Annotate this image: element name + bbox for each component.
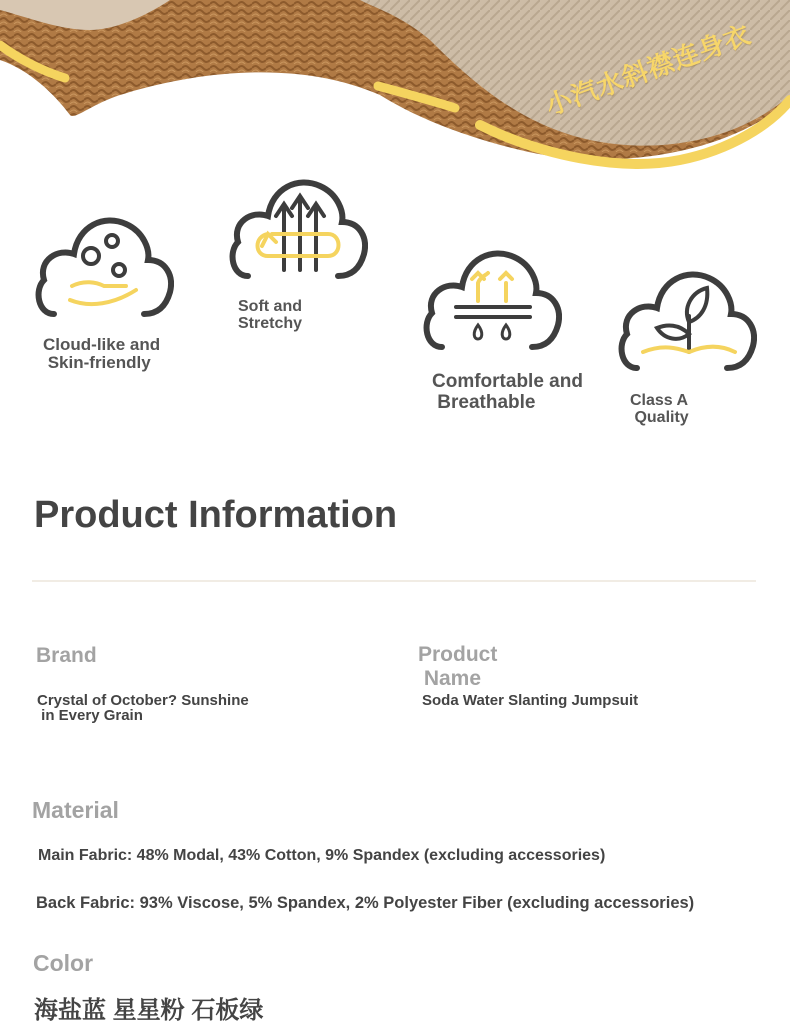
- feature-label-stretchy: Soft and Stretchy: [238, 298, 303, 332]
- material-label: Material: [32, 797, 119, 823]
- material-back-fabric: Back Fabric: 93% Viscose, 5% Spandex, 2% Polyester Fiber (excluding accessories): [36, 894, 695, 912]
- section-title: Product Information: [34, 494, 398, 536]
- cloud-sprout-icon: [617, 264, 757, 374]
- cloud-arrows-icon: [228, 172, 368, 282]
- brand-label: Brand: [36, 644, 97, 667]
- cloud-breathable-icon: [422, 243, 562, 353]
- color-label: Color: [33, 950, 94, 976]
- feature-label-breathable: Comfortable and Breathable: [432, 371, 583, 413]
- hero-title: 小汽水斜襟连身衣: [542, 19, 756, 122]
- brand-value: Crystal of October? Sunshine in Every Grain: [37, 692, 249, 724]
- material-main-fabric: Main Fabric: 48% Modal, 43% Cotton, 9% Spandex (excluding accessories): [38, 847, 606, 864]
- hero-banner: [0, 0, 790, 180]
- product-name-label: Product Name: [418, 643, 498, 690]
- feature-label-quality: Class A Quality: [630, 392, 689, 426]
- divider: [32, 580, 756, 582]
- cloud-hand-bubbles-icon: [34, 210, 174, 320]
- color-values: 海盐蓝 星星粉 石板绿: [34, 997, 264, 1024]
- hero-photo: [0, 0, 790, 180]
- product-name-value: Soda Water Slanting Jumpsuit: [422, 692, 639, 709]
- feature-label-skin-friendly: Cloud-like and Skin-friendly: [43, 335, 161, 372]
